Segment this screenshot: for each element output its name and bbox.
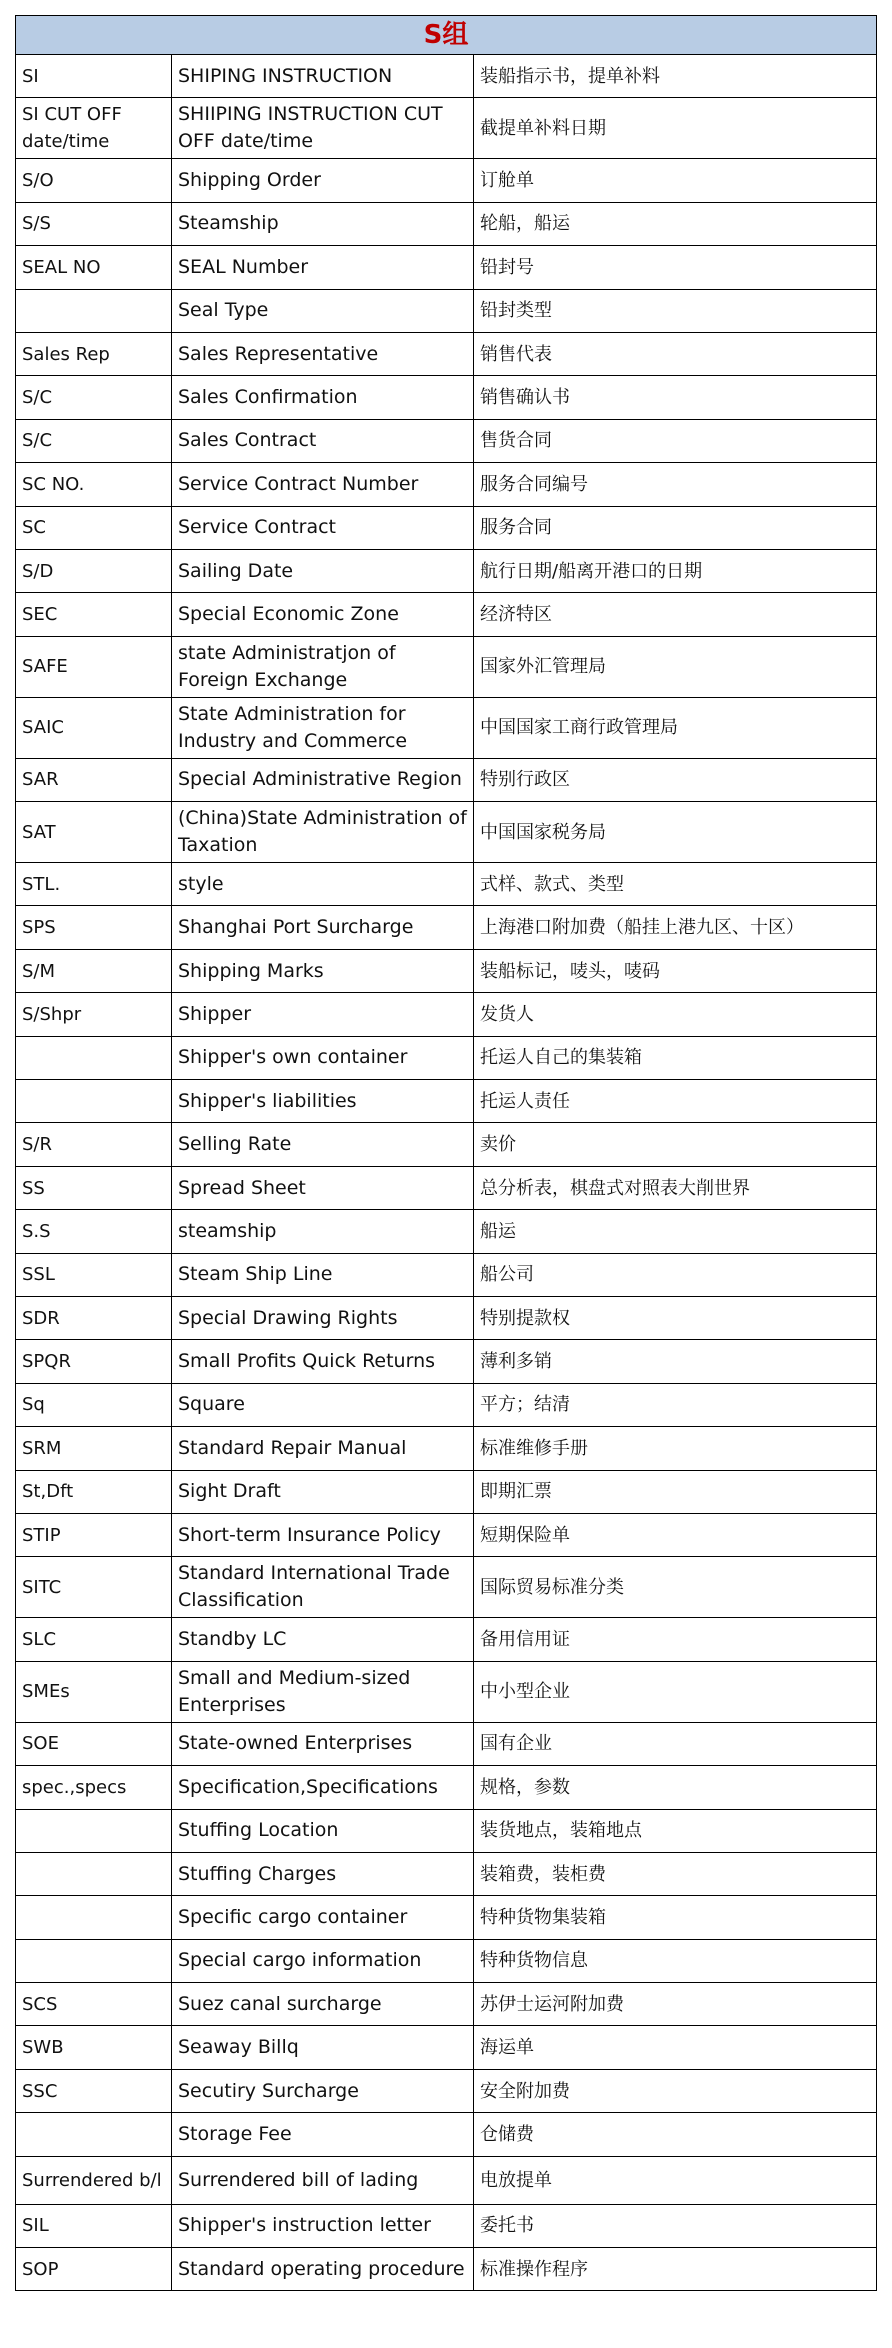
english-term-cell: Sales Contract — [172, 419, 474, 462]
abbreviation-cell — [16, 1852, 172, 1895]
table-row — [16, 1080, 877, 1123]
abbreviation-cell: S/C — [16, 376, 172, 419]
chinese-term-cell: 特别提款权 — [474, 1296, 877, 1339]
table-row — [16, 802, 877, 863]
abbreviation-cell: SC — [16, 506, 172, 549]
english-term-cell: Special Economic Zone — [172, 593, 474, 636]
table-row — [16, 1618, 877, 1661]
english-term-cell: Standby LC — [172, 1618, 474, 1661]
english-term-cell: Selling Rate — [172, 1123, 474, 1166]
table-row — [16, 1513, 877, 1556]
abbreviation-cell: SEC — [16, 593, 172, 636]
chinese-term-cell: 电放提单 — [474, 2156, 877, 2204]
english-term-cell: Sales Confirmation — [172, 376, 474, 419]
chinese-term-cell: 服务合同编号 — [474, 463, 877, 506]
table-row — [16, 1427, 877, 1470]
english-term-cell: style — [172, 863, 474, 906]
table-row — [16, 376, 877, 419]
english-term-cell: Service Contract — [172, 506, 474, 549]
table-row — [16, 2113, 877, 2156]
chinese-term-cell: 特种货物信息 — [474, 1939, 877, 1982]
chinese-term-cell: 平方；结清 — [474, 1383, 877, 1426]
chinese-term-cell: 标准操作程序 — [474, 2248, 877, 2291]
table-row — [16, 1896, 877, 1939]
table-row — [16, 549, 877, 592]
table-row — [16, 2069, 877, 2112]
abbreviation-cell: S/M — [16, 949, 172, 992]
chinese-term-cell: 轮船，船运 — [474, 202, 877, 245]
abbreviation-cell: SRM — [16, 1427, 172, 1470]
abbreviation-cell: SPQR — [16, 1340, 172, 1383]
english-term-cell: Shipper's own container — [172, 1036, 474, 1079]
table-row — [16, 906, 877, 949]
english-term-cell: state Administratjon of Foreign Exchange — [172, 636, 474, 697]
abbreviation-cell: Sq — [16, 1383, 172, 1426]
abbreviation-cell: SI CUT OFF date/time — [16, 98, 172, 159]
chinese-term-cell: 特别行政区 — [474, 758, 877, 801]
table-row — [16, 1983, 877, 2026]
table-row — [16, 1722, 877, 1765]
chinese-term-cell: 装船指示书，提单补料 — [474, 55, 877, 98]
english-term-cell: Seal Type — [172, 289, 474, 332]
abbreviation-cell: SPS — [16, 906, 172, 949]
abbreviation-cell: SEAL NO — [16, 246, 172, 289]
table-row — [16, 55, 877, 98]
table-row — [16, 159, 877, 202]
abbreviation-cell: SCS — [16, 1983, 172, 2026]
chinese-term-cell: 截提单补料日期 — [474, 98, 877, 159]
english-term-cell: Small and Medium-sized Enterprises — [172, 1661, 474, 1722]
abbreviation-cell: St,Dft — [16, 1470, 172, 1513]
english-term-cell: Shipper's instruction letter — [172, 2204, 474, 2247]
abbreviation-cell: SMEs — [16, 1661, 172, 1722]
chinese-term-cell: 苏伊士运河附加费 — [474, 1983, 877, 2026]
english-term-cell: Shipper — [172, 993, 474, 1036]
table-row — [16, 202, 877, 245]
table-row — [16, 697, 877, 758]
chinese-term-cell: 委托书 — [474, 2204, 877, 2247]
english-term-cell: Steamship — [172, 202, 474, 245]
table-row — [16, 463, 877, 506]
table-row — [16, 636, 877, 697]
abbreviation-cell: S/Shpr — [16, 993, 172, 1036]
chinese-term-cell: 中国国家税务局 — [474, 802, 877, 863]
english-term-cell: Sailing Date — [172, 549, 474, 592]
chinese-term-cell: 即期汇票 — [474, 1470, 877, 1513]
chinese-term-cell: 薄利多销 — [474, 1340, 877, 1383]
table-row — [16, 2248, 877, 2291]
abbreviation-cell: SSL — [16, 1253, 172, 1296]
chinese-term-cell: 航行日期/船离开港口的日期 — [474, 549, 877, 592]
abbreviation-cell: STL. — [16, 863, 172, 906]
table-row — [16, 2156, 877, 2204]
abbreviation-cell: SDR — [16, 1296, 172, 1339]
abbreviation-cell: SAIC — [16, 697, 172, 758]
table-row — [16, 1939, 877, 1982]
english-term-cell: Standard Repair Manual — [172, 1427, 474, 1470]
chinese-term-cell: 短期保险单 — [474, 1513, 877, 1556]
chinese-term-cell: 总分析表，棋盘式对照表大削世界 — [474, 1166, 877, 1209]
abbreviation-cell: SWB — [16, 2026, 172, 2069]
abbreviation-cell: S/O — [16, 159, 172, 202]
chinese-term-cell: 国家外汇管理局 — [474, 636, 877, 697]
table-row — [16, 1852, 877, 1895]
english-term-cell: (China)State Administration of Taxation — [172, 802, 474, 863]
table-row — [16, 1766, 877, 1809]
chinese-term-cell: 装船标记，唛头，唛码 — [474, 949, 877, 992]
english-term-cell: Sight Draft — [172, 1470, 474, 1513]
abbreviation-cell — [16, 1036, 172, 1079]
chinese-term-cell: 装箱费，装柜费 — [474, 1852, 877, 1895]
abbreviation-cell — [16, 1080, 172, 1123]
chinese-term-cell: 售货合同 — [474, 419, 877, 462]
english-term-cell: SHIIPING INSTRUCTION CUT OFF date/time — [172, 98, 474, 159]
chinese-term-cell: 经济特区 — [474, 593, 877, 636]
chinese-term-cell: 中国国家工商行政管理局 — [474, 697, 877, 758]
abbreviation-cell: Sales Rep — [16, 332, 172, 375]
chinese-term-cell: 海运单 — [474, 2026, 877, 2069]
english-term-cell: State-owned Enterprises — [172, 1722, 474, 1765]
english-term-cell: Storage Fee — [172, 2113, 474, 2156]
title-row — [16, 16, 877, 55]
english-term-cell: Shipping Marks — [172, 949, 474, 992]
table-row — [16, 1340, 877, 1383]
abbreviation-cell: SITC — [16, 1557, 172, 1618]
chinese-term-cell: 规格，参数 — [474, 1766, 877, 1809]
chinese-term-cell: 仓储费 — [474, 2113, 877, 2156]
chinese-term-cell: 上海港口附加费（船挂上港九区、十区） — [474, 906, 877, 949]
table-title: S组 — [16, 16, 877, 55]
table-row — [16, 289, 877, 332]
chinese-term-cell: 服务合同 — [474, 506, 877, 549]
abbreviation-cell: SAFE — [16, 636, 172, 697]
chinese-term-cell: 销售确认书 — [474, 376, 877, 419]
table-row — [16, 758, 877, 801]
english-term-cell: Stuffing Charges — [172, 1852, 474, 1895]
table-row — [16, 1383, 877, 1426]
english-term-cell: Seaway Billq — [172, 2026, 474, 2069]
english-term-cell: Special Administrative Region — [172, 758, 474, 801]
table-row — [16, 1253, 877, 1296]
abbreviation-cell: Surrendered b/l — [16, 2156, 172, 2204]
chinese-term-cell: 装货地点，装箱地点 — [474, 1809, 877, 1852]
abbreviation-cell: SSC — [16, 2069, 172, 2112]
table-row — [16, 246, 877, 289]
english-term-cell: Special cargo information — [172, 1939, 474, 1982]
abbreviation-cell: SLC — [16, 1618, 172, 1661]
table-row — [16, 1661, 877, 1722]
table-row — [16, 1470, 877, 1513]
english-term-cell: Secutiry Surcharge — [172, 2069, 474, 2112]
abbreviation-cell: SAR — [16, 758, 172, 801]
english-term-cell: Steam Ship Line — [172, 1253, 474, 1296]
abbreviation-cell — [16, 1809, 172, 1852]
english-term-cell: Square — [172, 1383, 474, 1426]
english-term-cell: Small Profits Quick Returns — [172, 1340, 474, 1383]
table-row — [16, 332, 877, 375]
abbreviation-cell: SOP — [16, 2248, 172, 2291]
abbreviation-cell: S.S — [16, 1210, 172, 1253]
english-term-cell: Standard operating procedure — [172, 2248, 474, 2291]
chinese-term-cell: 托运人责任 — [474, 1080, 877, 1123]
abbreviation-cell: SS — [16, 1166, 172, 1209]
abbreviation-cell: S/R — [16, 1123, 172, 1166]
chinese-term-cell: 标准维修手册 — [474, 1427, 877, 1470]
abbreviation-cell: STIP — [16, 1513, 172, 1556]
english-term-cell: Stuffing Location — [172, 1809, 474, 1852]
chinese-term-cell: 发货人 — [474, 993, 877, 1036]
table-row — [16, 2026, 877, 2069]
table-row — [16, 993, 877, 1036]
english-term-cell: SEAL Number — [172, 246, 474, 289]
table-row — [16, 1166, 877, 1209]
table-row — [16, 1123, 877, 1166]
chinese-term-cell: 卖价 — [474, 1123, 877, 1166]
english-term-cell: Shipper's liabilities — [172, 1080, 474, 1123]
chinese-term-cell: 托运人自己的集装箱 — [474, 1036, 877, 1079]
chinese-term-cell: 船运 — [474, 1210, 877, 1253]
abbreviation-cell — [16, 289, 172, 332]
english-term-cell: Shanghai Port Surcharge — [172, 906, 474, 949]
abbreviation-cell: S/D — [16, 549, 172, 592]
table-row — [16, 1296, 877, 1339]
abbreviation-cell: S/C — [16, 419, 172, 462]
abbreviation-cell: SI — [16, 55, 172, 98]
english-term-cell: Short-term Insurance Policy — [172, 1513, 474, 1556]
english-term-cell: steamship — [172, 1210, 474, 1253]
table-row — [16, 506, 877, 549]
english-term-cell: Specification,Specifications — [172, 1766, 474, 1809]
chinese-term-cell: 特种货物集装箱 — [474, 1896, 877, 1939]
chinese-term-cell: 铅封类型 — [474, 289, 877, 332]
english-term-cell: Surrendered bill of lading — [172, 2156, 474, 2204]
abbreviation-cell: spec.,specs — [16, 1766, 172, 1809]
abbreviation-cell — [16, 2113, 172, 2156]
table-row — [16, 1036, 877, 1079]
table-row — [16, 1210, 877, 1253]
abbreviation-cell — [16, 1939, 172, 1982]
table-row — [16, 419, 877, 462]
table-row — [16, 949, 877, 992]
abbreviation-cell: SOE — [16, 1722, 172, 1765]
table-row — [16, 593, 877, 636]
glossary-table-body — [16, 16, 877, 2291]
abbreviation-cell: S/S — [16, 202, 172, 245]
english-term-cell: Shipping Order — [172, 159, 474, 202]
table-row — [16, 98, 877, 159]
chinese-term-cell: 铅封号 — [474, 246, 877, 289]
chinese-term-cell: 船公司 — [474, 1253, 877, 1296]
english-term-cell: Service Contract Number — [172, 463, 474, 506]
table-row — [16, 2204, 877, 2247]
glossary-table — [15, 15, 877, 2291]
english-term-cell: Sales Representative — [172, 332, 474, 375]
chinese-term-cell: 销售代表 — [474, 332, 877, 375]
english-term-cell: Specific cargo container — [172, 1896, 474, 1939]
table-row — [16, 863, 877, 906]
abbreviation-cell: SC NO. — [16, 463, 172, 506]
chinese-term-cell: 中小型企业 — [474, 1661, 877, 1722]
abbreviation-cell: SIL — [16, 2204, 172, 2247]
chinese-term-cell: 备用信用证 — [474, 1618, 877, 1661]
chinese-term-cell: 安全附加费 — [474, 2069, 877, 2112]
abbreviation-cell: SAT — [16, 802, 172, 863]
english-term-cell: SHIPING INSTRUCTION — [172, 55, 474, 98]
chinese-term-cell: 国有企业 — [474, 1722, 877, 1765]
english-term-cell: Standard International Trade Classification — [172, 1557, 474, 1618]
abbreviation-cell — [16, 1896, 172, 1939]
chinese-term-cell: 式样、款式、类型 — [474, 863, 877, 906]
english-term-cell: State Administration for Industry and Commerce — [172, 697, 474, 758]
english-term-cell: Suez canal surcharge — [172, 1983, 474, 2026]
table-row — [16, 1809, 877, 1852]
english-term-cell: Special Drawing Rights — [172, 1296, 474, 1339]
chinese-term-cell: 订舱单 — [474, 159, 877, 202]
english-term-cell: Spread Sheet — [172, 1166, 474, 1209]
chinese-term-cell: 国际贸易标准分类 — [474, 1557, 877, 1618]
table-row — [16, 1557, 877, 1618]
